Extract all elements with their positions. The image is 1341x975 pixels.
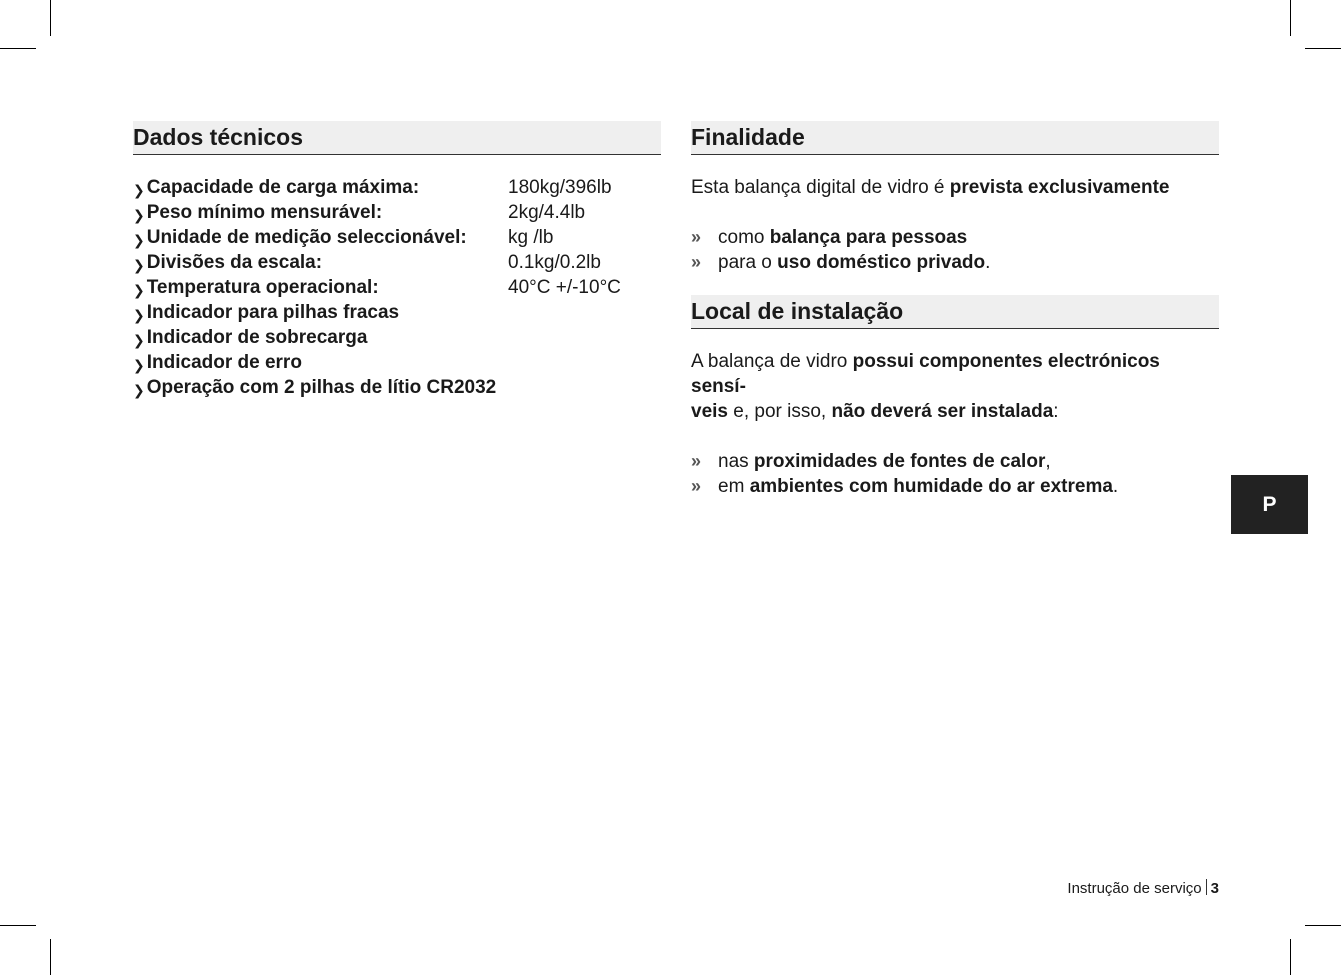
crop-mark bbox=[50, 939, 51, 975]
spec-label: Indicador de sobrecarga bbox=[146, 327, 368, 348]
list-item bbox=[691, 474, 1219, 499]
chevron-right-icon: ❯ bbox=[133, 257, 145, 273]
double-chevron-icon: » bbox=[691, 451, 702, 471]
installation-bold-b: veis bbox=[691, 401, 728, 422]
item-text: nas bbox=[718, 451, 754, 472]
list-item bbox=[691, 449, 1219, 474]
spec-row bbox=[133, 300, 661, 325]
item-bold: balança para pessoas bbox=[769, 227, 968, 248]
chevron-right-icon: ❯ bbox=[133, 307, 145, 323]
item-text: para o bbox=[718, 252, 778, 273]
chevron-right-icon: ❯ bbox=[133, 332, 145, 348]
spec-label: Divisões da escala: bbox=[146, 252, 323, 273]
item-punct: , bbox=[1045, 451, 1051, 472]
installation-punct: : bbox=[1053, 401, 1059, 422]
purpose-list bbox=[691, 225, 1219, 275]
spec-label: Peso mínimo mensurável: bbox=[146, 202, 383, 223]
chevron-right-icon: ❯ bbox=[133, 357, 145, 373]
installation-bold-c: não deverá ser instalada bbox=[831, 401, 1054, 422]
spec-row bbox=[133, 200, 661, 225]
language-tab: P bbox=[1231, 475, 1308, 534]
spec-value: 40°C +/-10°C bbox=[508, 277, 621, 298]
item-bold: uso doméstico privado bbox=[777, 252, 986, 273]
crop-mark bbox=[1290, 0, 1291, 36]
installation-text-a: A balança de vidro bbox=[691, 351, 853, 372]
spec-list bbox=[133, 175, 661, 400]
item-text: em bbox=[718, 476, 750, 497]
installation-heading: Local de instalação bbox=[691, 295, 1219, 329]
crop-mark bbox=[0, 48, 36, 49]
crop-mark bbox=[1305, 48, 1341, 49]
spec-row bbox=[133, 325, 661, 350]
item-punct: . bbox=[1112, 476, 1119, 497]
footer-divider bbox=[1206, 879, 1207, 895]
page-number: 3 bbox=[1210, 880, 1219, 897]
spec-row bbox=[133, 375, 661, 400]
crop-mark bbox=[0, 925, 36, 926]
spec-row bbox=[133, 250, 661, 275]
crop-mark bbox=[1290, 939, 1291, 975]
spec-label: Capacidade de carga máxima: bbox=[146, 177, 420, 198]
technical-data-heading: Dados técnicos bbox=[133, 121, 661, 155]
item-punct: . bbox=[985, 252, 991, 273]
purpose-intro-text: Esta balança digital de vidro é bbox=[691, 177, 950, 198]
installation-list bbox=[691, 449, 1219, 499]
spec-row bbox=[133, 275, 661, 300]
crop-mark bbox=[50, 0, 51, 36]
purpose-intro-bold: prevista exclusivamente bbox=[949, 177, 1170, 198]
double-chevron-icon: » bbox=[691, 227, 702, 247]
crop-mark bbox=[1305, 925, 1341, 926]
spec-value: 0.1kg/0.2lb bbox=[508, 252, 601, 273]
spec-value: 180kg/396lb bbox=[508, 177, 612, 198]
list-item bbox=[691, 250, 1219, 275]
item-bold: ambientes com humidade do ar extrema bbox=[749, 476, 1113, 497]
item-bold: proximidades de fontes de calor bbox=[753, 451, 1046, 472]
installation-text bbox=[691, 349, 1219, 424]
double-chevron-icon: » bbox=[691, 476, 702, 496]
spec-label: Indicador para pilhas fracas bbox=[146, 302, 400, 323]
spec-label: Indicador de erro bbox=[146, 352, 302, 373]
spec-row bbox=[133, 175, 661, 200]
spec-row bbox=[133, 225, 661, 250]
spec-value: 2kg/4.4lb bbox=[508, 202, 586, 223]
spec-label: Temperatura operacional: bbox=[146, 277, 379, 298]
installation-bold-a: possui componentes electrónicos sensí- bbox=[691, 351, 1160, 397]
list-item bbox=[691, 225, 1219, 250]
chevron-right-icon: ❯ bbox=[133, 232, 145, 248]
spec-label: Operação com 2 pilhas de lítio CR2032 bbox=[146, 377, 497, 398]
footer-text: Instrução de serviço bbox=[1067, 880, 1202, 897]
spec-row bbox=[133, 350, 661, 375]
chevron-right-icon: ❯ bbox=[133, 182, 145, 198]
installation-text-b: e, por isso, bbox=[727, 401, 832, 422]
technical-data-section bbox=[133, 121, 661, 400]
spec-value: kg /lb bbox=[508, 227, 554, 248]
item-text: como bbox=[718, 227, 770, 248]
chevron-right-icon: ❯ bbox=[133, 382, 145, 398]
chevron-right-icon: ❯ bbox=[133, 282, 145, 298]
chevron-right-icon: ❯ bbox=[133, 207, 145, 223]
purpose-intro bbox=[691, 175, 1219, 200]
purpose-heading: Finalidade bbox=[691, 121, 1219, 155]
purpose-section bbox=[691, 121, 1219, 499]
spec-label: Unidade de medição seleccionável: bbox=[146, 227, 467, 248]
double-chevron-icon: » bbox=[691, 252, 702, 272]
page-footer bbox=[1067, 878, 1219, 900]
